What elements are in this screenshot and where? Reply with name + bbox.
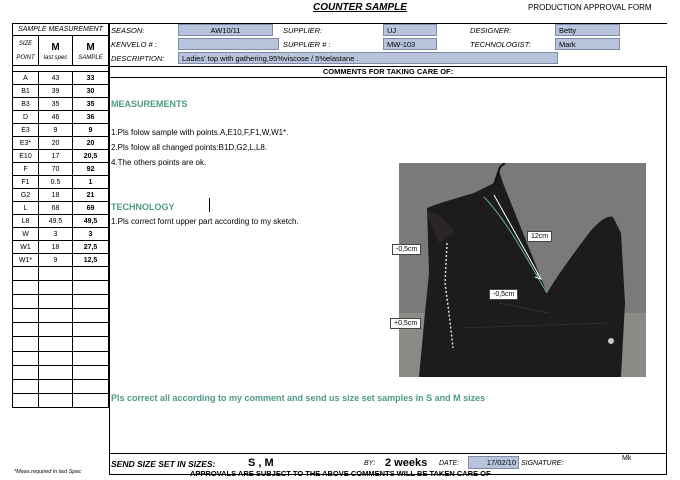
empty-cell [39, 352, 73, 365]
empty-cell [39, 281, 73, 294]
spec-cell: 46 [39, 111, 73, 123]
spec-size: M [51, 41, 60, 53]
sample-cell: 36 [86, 113, 95, 121]
empty-cell [73, 267, 108, 280]
approvals-note: APPROVALS ARE SUBJECT TO THE ABOVE COMMENTS WILL BE TAKEN CARE OF [190, 469, 491, 478]
point-cell: W1 [13, 241, 39, 253]
measurement-line-1: 1.Pls folow sample with points.A,E10,F,F1,W,W1*. [111, 128, 289, 137]
point-cell: W1* [13, 254, 39, 266]
designer-label: DESIGNER: [470, 26, 512, 35]
season-label: SEASON: [111, 26, 145, 35]
empty-cell [13, 380, 39, 393]
table-row [13, 189, 108, 202]
kenvelo-field[interactable] [178, 38, 279, 50]
description-field[interactable]: Ladies' top with gathering,95%viscose / 5%elastane . [178, 52, 558, 64]
text-cursor [209, 198, 210, 212]
empty-cell [13, 267, 39, 280]
spec-cell: 68 [39, 202, 73, 214]
sample-cell: 33 [86, 74, 95, 82]
point-cell: F1 [13, 176, 39, 188]
point-cell: D [13, 111, 39, 123]
callout-minus-half-left: -0,5cm [392, 244, 421, 255]
date-field[interactable]: 17/02/10 [468, 456, 519, 469]
spec-cell: 9 [39, 124, 73, 136]
table-row [13, 254, 108, 267]
point-cell: L [13, 202, 39, 214]
measurement-line-2: 2.Pls folow all changed points:B1D,G2,L,L8. [111, 143, 268, 152]
empty-table-row [13, 366, 108, 380]
empty-cell [13, 295, 39, 308]
empty-cell [13, 366, 39, 379]
supplier-label: SUPPLIER: [283, 26, 323, 35]
empty-table-row [13, 394, 108, 408]
final-comment: Pls correct all according to my comment and send us size set samples in S and M sizes [111, 393, 486, 403]
empty-cell [13, 352, 39, 365]
technology-line: 1.Pls correct fornt upper part according to my sketch. [111, 217, 299, 226]
measurement-table [12, 23, 109, 408]
technology-title: TECHNOLOGY [111, 202, 175, 212]
empty-cell [73, 366, 108, 379]
empty-cell [39, 366, 73, 379]
designer-field[interactable]: Betty [555, 24, 620, 36]
by-value: 2 weeks [385, 457, 428, 469]
empty-cell [39, 323, 73, 336]
sizes-value: S , M [248, 457, 274, 469]
empty-cell [73, 380, 108, 393]
sample-cell: 20,5 [83, 152, 98, 160]
table-row [13, 85, 108, 98]
empty-table-row [13, 267, 108, 281]
signature-value: Mk [622, 455, 632, 462]
measurement-table-header: SAMPLE MEASUREMENT [13, 24, 108, 36]
table-row [13, 215, 108, 228]
point-cell: W [13, 228, 39, 240]
technologist-label: TECHNOLOGIST: [470, 40, 531, 49]
point-cell: G2 [13, 189, 39, 201]
measurement-table-subheader [13, 36, 108, 66]
empty-cell [13, 323, 39, 336]
callout-12cm: 12cm [527, 231, 552, 242]
point-cell: A [13, 72, 39, 84]
spec-cell: 70 [39, 163, 73, 175]
empty-cell [73, 295, 108, 308]
table-row [13, 176, 108, 189]
spec-cell: 39 [39, 85, 73, 97]
spec-cell: 18 [39, 241, 73, 253]
table-row [13, 228, 108, 241]
callout-minus-half-neck: -0,5cm [489, 289, 518, 300]
sample-cell: 3 [88, 230, 93, 238]
measurement-line-4: 4.The others points are ok. [111, 158, 207, 167]
empty-cell [73, 394, 108, 407]
table-row [13, 124, 108, 137]
empty-cell [73, 309, 108, 322]
empty-cell [39, 295, 73, 308]
spec-cell: 18 [39, 189, 73, 201]
garment-illustration [399, 163, 646, 377]
spec-cell: 9 [39, 254, 73, 266]
sample-cell: 1 [88, 178, 93, 186]
empty-table-row [13, 380, 108, 394]
date-label: DATE: [439, 460, 460, 467]
sample-size: M [86, 41, 95, 53]
empty-cell [13, 309, 39, 322]
empty-cell [13, 337, 39, 350]
comments-heading: COMMENTS FOR TAKING CARE OF: [109, 66, 667, 78]
point-cell: E3* [13, 137, 39, 149]
spec-cell: 20 [39, 137, 73, 149]
empty-cell [13, 281, 39, 294]
point-cell: F [13, 163, 39, 175]
form-name: PRODUCTION APPROVAL FORM [528, 3, 652, 12]
empty-table-row [13, 281, 108, 295]
footnote: *Meas.required in last Spec [14, 469, 82, 475]
by-label: BY: [364, 460, 376, 467]
season-field[interactable]: AW10/11 [178, 24, 273, 36]
empty-cell [73, 352, 108, 365]
sample-cell: 12,5 [83, 256, 98, 264]
footer-rule [109, 453, 667, 454]
table-row [13, 137, 108, 150]
empty-cell [73, 281, 108, 294]
empty-cell [39, 309, 73, 322]
measurement-rows [13, 72, 108, 408]
table-row [13, 111, 108, 124]
table-row [13, 150, 108, 163]
spec-cell: 43 [39, 72, 73, 84]
send-sizes-label: SEND SIZE SET IN SIZES: [111, 459, 216, 469]
spec-cell: 0.5 [39, 176, 73, 188]
sample-cell: 9 [88, 126, 93, 134]
point-cell: B1 [13, 85, 39, 97]
technologist-field[interactable]: Mark [555, 38, 620, 50]
table-row [13, 202, 108, 215]
empty-table-row [13, 337, 108, 351]
empty-cell [73, 323, 108, 336]
sample-sub-label: SAMPLE [78, 54, 103, 61]
signature-label: SIGNATURE: [521, 460, 564, 467]
empty-cell [39, 337, 73, 350]
spec-cell: 3 [39, 228, 73, 240]
supplier-no-field[interactable]: MW-103 [383, 38, 437, 50]
point-cell: L8 [13, 215, 39, 227]
spec-cell: 35 [39, 98, 73, 110]
sample-cell: 27,5 [83, 243, 98, 251]
empty-cell [13, 394, 39, 407]
empty-table-row [13, 323, 108, 337]
spec-cell: 49.5 [39, 215, 73, 227]
supplier-no-label: SUPPLIER # : [283, 40, 331, 49]
sample-cell: 92 [86, 165, 95, 173]
table-row [13, 241, 108, 254]
size-label: SIZE [18, 40, 33, 47]
table-row [13, 72, 108, 85]
callout-plus-half: +0,5cm [390, 318, 421, 329]
point-cell: E3 [13, 124, 39, 136]
sample-cell: 49,5 [83, 217, 98, 225]
kenvelo-label: KENVELO # : [111, 40, 157, 49]
point-label: POINT [16, 54, 35, 61]
empty-cell [39, 394, 73, 407]
empty-cell [39, 380, 73, 393]
empty-table-row [13, 309, 108, 323]
table-row [13, 163, 108, 176]
empty-table-row [13, 295, 108, 309]
measurements-title: MEASUREMENTS [111, 99, 188, 109]
spec-cell: 17 [39, 150, 73, 162]
description-label: DESCRIPTION: [111, 54, 165, 63]
point-cell: E10 [13, 150, 39, 162]
sample-cell: 21 [86, 191, 95, 199]
table-row [13, 98, 108, 111]
form-title: COUNTER SAMPLE [313, 2, 407, 13]
sample-cell: 20 [86, 139, 95, 147]
sample-cell: 30 [86, 87, 95, 95]
sample-cell: 35 [86, 100, 95, 108]
empty-cell [73, 337, 108, 350]
point-cell: B3 [13, 98, 39, 110]
supplier-field[interactable]: UJ [383, 24, 437, 36]
spec-sub-label: last spec [43, 54, 68, 61]
garment-photo [399, 163, 646, 377]
empty-cell [39, 267, 73, 280]
empty-table-row [13, 352, 108, 366]
sample-cell: 69 [86, 204, 95, 212]
